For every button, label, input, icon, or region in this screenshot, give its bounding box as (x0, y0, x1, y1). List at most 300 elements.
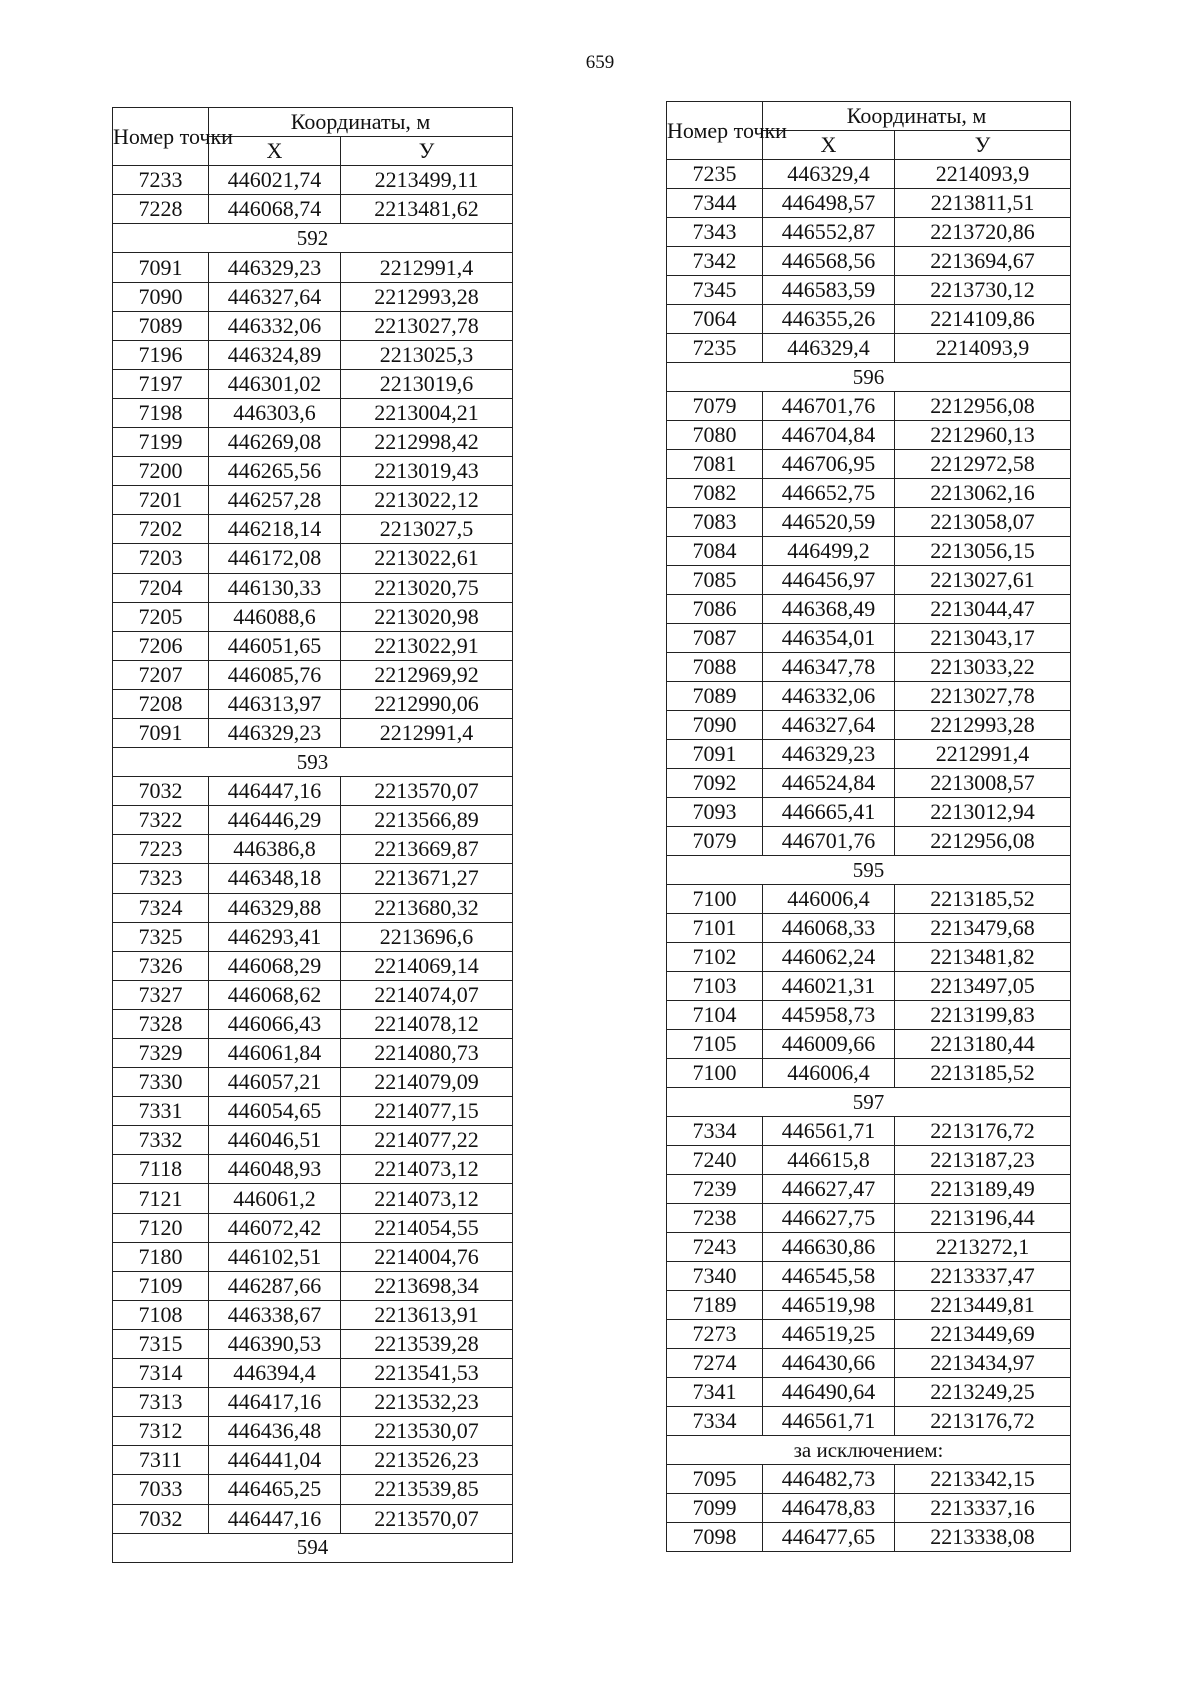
table-row (667, 740, 1071, 769)
point-number-cell: 7108 (113, 1300, 209, 1329)
point-number-cell: 7342 (667, 247, 763, 276)
y-coordinate-cell: 2214093,9 (895, 160, 1071, 189)
table-row (667, 537, 1071, 566)
y-coordinate-cell: 2213176,72 (895, 1117, 1071, 1146)
table-row (667, 1320, 1071, 1349)
x-coordinate-cell: 446354,01 (763, 624, 895, 653)
header-x: X (209, 137, 341, 166)
y-coordinate-cell: 2213680,32 (341, 893, 513, 922)
point-number-cell: 7332 (113, 1126, 209, 1155)
x-coordinate-cell: 446130,33 (209, 573, 341, 602)
point-number-cell: 7205 (113, 602, 209, 631)
y-coordinate-cell: 2213022,91 (341, 631, 513, 660)
table-row (667, 1204, 1071, 1233)
y-coordinate-cell: 2213020,98 (341, 602, 513, 631)
y-coordinate-cell: 2213338,08 (895, 1523, 1071, 1552)
point-number-cell: 7322 (113, 806, 209, 835)
x-coordinate-cell: 446327,64 (763, 711, 895, 740)
table-row (667, 624, 1071, 653)
x-coordinate-cell: 446583,59 (763, 276, 895, 305)
y-coordinate-cell: 2213004,21 (341, 398, 513, 427)
section-label: за исключением: (667, 1436, 1071, 1465)
table-row (667, 798, 1071, 827)
x-coordinate-cell: 446386,8 (209, 835, 341, 864)
table-row (113, 369, 513, 398)
table-row (113, 1155, 513, 1184)
y-coordinate-cell: 2213019,43 (341, 457, 513, 486)
table-row (667, 218, 1071, 247)
x-coordinate-cell: 446615,8 (763, 1146, 895, 1175)
table-body-right (667, 160, 1071, 1552)
section-label: 595 (667, 856, 1071, 885)
page-number: 659 (585, 52, 615, 73)
table-row (667, 1378, 1071, 1407)
table-body-left (113, 166, 513, 1563)
x-coordinate-cell: 446329,88 (209, 893, 341, 922)
table-row (667, 160, 1071, 189)
point-number-cell: 7243 (667, 1233, 763, 1262)
point-number-cell: 7100 (667, 885, 763, 914)
point-number-cell: 7081 (667, 450, 763, 479)
table-row (113, 428, 513, 457)
y-coordinate-cell: 2213539,85 (341, 1475, 513, 1504)
y-coordinate-cell: 2214054,55 (341, 1213, 513, 1242)
x-coordinate-cell: 446347,78 (763, 653, 895, 682)
y-coordinate-cell: 2213342,15 (895, 1465, 1071, 1494)
table-row (667, 1030, 1071, 1059)
point-number-cell: 7208 (113, 689, 209, 718)
section-header-row (667, 856, 1071, 885)
table-row (667, 769, 1071, 798)
y-coordinate-cell: 2213058,07 (895, 508, 1071, 537)
table-row (113, 1126, 513, 1155)
y-coordinate-cell: 2213027,78 (341, 311, 513, 340)
x-coordinate-cell: 446482,73 (763, 1465, 895, 1494)
x-coordinate-cell: 446021,74 (209, 166, 341, 195)
coordinates-table-right (666, 101, 1071, 1552)
y-coordinate-cell: 2212956,08 (895, 392, 1071, 421)
point-number-cell: 7228 (113, 195, 209, 224)
table-row (667, 653, 1071, 682)
table-row (113, 1009, 513, 1038)
point-number-cell: 7087 (667, 624, 763, 653)
section-header-row (667, 363, 1071, 392)
x-coordinate-cell: 446627,75 (763, 1204, 895, 1233)
table-row (113, 777, 513, 806)
section-header-row (667, 1088, 1071, 1117)
y-coordinate-cell: 2214069,14 (341, 951, 513, 980)
x-coordinate-cell: 446499,2 (763, 537, 895, 566)
table-row (113, 980, 513, 1009)
y-coordinate-cell: 2213337,16 (895, 1494, 1071, 1523)
point-number-cell: 7089 (113, 311, 209, 340)
table-row (113, 835, 513, 864)
table-row (667, 1233, 1071, 1262)
section-header-row (113, 224, 513, 253)
x-coordinate-cell: 446061,2 (209, 1184, 341, 1213)
x-coordinate-cell: 446068,74 (209, 195, 341, 224)
x-coordinate-cell: 446417,16 (209, 1388, 341, 1417)
table-row (113, 1271, 513, 1300)
table-row (113, 1475, 513, 1504)
point-number-cell: 7330 (113, 1068, 209, 1097)
point-number-cell: 7314 (113, 1359, 209, 1388)
x-coordinate-cell: 446348,18 (209, 864, 341, 893)
x-coordinate-cell: 446303,6 (209, 398, 341, 427)
y-coordinate-cell: 2214074,07 (341, 980, 513, 1009)
point-number-cell: 7203 (113, 544, 209, 573)
x-coordinate-cell: 446088,6 (209, 602, 341, 631)
point-number-cell: 7313 (113, 1388, 209, 1417)
point-number-cell: 7033 (113, 1475, 209, 1504)
y-coordinate-cell: 2213694,67 (895, 247, 1071, 276)
point-number-cell: 7084 (667, 537, 763, 566)
point-number-cell: 7325 (113, 922, 209, 951)
point-number-cell: 7180 (113, 1242, 209, 1271)
y-coordinate-cell: 2213185,52 (895, 885, 1071, 914)
x-coordinate-cell: 446061,84 (209, 1039, 341, 1068)
point-number-cell: 7032 (113, 777, 209, 806)
x-coordinate-cell: 446520,59 (763, 508, 895, 537)
y-coordinate-cell: 2212993,28 (341, 282, 513, 311)
x-coordinate-cell: 446490,64 (763, 1378, 895, 1407)
y-coordinate-cell: 2213027,5 (341, 515, 513, 544)
point-number-cell: 7329 (113, 1039, 209, 1068)
point-number-cell: 7238 (667, 1204, 763, 1233)
table-row (667, 1465, 1071, 1494)
y-coordinate-cell: 2213481,62 (341, 195, 513, 224)
point-number-cell: 7091 (667, 740, 763, 769)
table-row (113, 457, 513, 486)
table-row (667, 479, 1071, 508)
header-point-number: Номер точки (667, 102, 763, 160)
x-coordinate-cell: 446287,66 (209, 1271, 341, 1300)
y-coordinate-cell: 2213479,68 (895, 914, 1071, 943)
point-number-cell: 7323 (113, 864, 209, 893)
x-coordinate-cell: 446701,76 (763, 392, 895, 421)
table-row (667, 827, 1071, 856)
x-coordinate-cell: 446051,65 (209, 631, 341, 660)
table-row (113, 195, 513, 224)
point-number-cell: 7223 (113, 835, 209, 864)
point-number-cell: 7086 (667, 595, 763, 624)
y-coordinate-cell: 2213056,15 (895, 537, 1071, 566)
x-coordinate-cell: 446627,47 (763, 1175, 895, 1204)
point-number-cell: 7334 (667, 1407, 763, 1436)
y-coordinate-cell: 2212991,4 (341, 718, 513, 747)
y-coordinate-cell: 2213811,51 (895, 189, 1071, 218)
x-coordinate-cell: 446046,51 (209, 1126, 341, 1155)
point-number-cell: 7079 (667, 392, 763, 421)
table-row (667, 1262, 1071, 1291)
point-number-cell: 7118 (113, 1155, 209, 1184)
point-number-cell: 7326 (113, 951, 209, 980)
y-coordinate-cell: 2213022,61 (341, 544, 513, 573)
y-coordinate-cell: 2213189,49 (895, 1175, 1071, 1204)
point-number-cell: 7099 (667, 1494, 763, 1523)
y-coordinate-cell: 2214073,12 (341, 1155, 513, 1184)
x-coordinate-cell: 446498,57 (763, 189, 895, 218)
y-coordinate-cell: 2213027,61 (895, 566, 1071, 595)
table-row (113, 718, 513, 747)
table-row (667, 1291, 1071, 1320)
y-coordinate-cell: 2213272,1 (895, 1233, 1071, 1262)
y-coordinate-cell: 2213020,75 (341, 573, 513, 602)
x-coordinate-cell: 446477,65 (763, 1523, 895, 1552)
table-row (113, 689, 513, 718)
x-coordinate-cell: 446068,33 (763, 914, 895, 943)
y-coordinate-cell: 2213187,23 (895, 1146, 1071, 1175)
point-number-cell: 7093 (667, 798, 763, 827)
y-coordinate-cell: 2213008,57 (895, 769, 1071, 798)
x-coordinate-cell: 446561,71 (763, 1407, 895, 1436)
table-row (113, 166, 513, 195)
x-coordinate-cell: 446218,14 (209, 515, 341, 544)
x-coordinate-cell: 446021,31 (763, 972, 895, 1001)
point-number-cell: 7240 (667, 1146, 763, 1175)
point-number-cell: 7085 (667, 566, 763, 595)
table-row (667, 566, 1071, 595)
point-number-cell: 7101 (667, 914, 763, 943)
table-row (113, 282, 513, 311)
table-row (667, 1001, 1071, 1030)
x-coordinate-cell: 446652,75 (763, 479, 895, 508)
x-coordinate-cell: 446329,23 (209, 718, 341, 747)
y-coordinate-cell: 2212972,58 (895, 450, 1071, 479)
table-row (113, 544, 513, 573)
point-number-cell: 7102 (667, 943, 763, 972)
point-number-cell: 7120 (113, 1213, 209, 1242)
x-coordinate-cell: 446478,83 (763, 1494, 895, 1523)
y-coordinate-cell: 2213012,94 (895, 798, 1071, 827)
x-coordinate-cell: 446269,08 (209, 428, 341, 457)
y-coordinate-cell: 2214077,15 (341, 1097, 513, 1126)
point-number-cell: 7274 (667, 1349, 763, 1378)
x-coordinate-cell: 446009,66 (763, 1030, 895, 1059)
point-number-cell: 7082 (667, 479, 763, 508)
y-coordinate-cell: 2212990,06 (341, 689, 513, 718)
table-row (667, 334, 1071, 363)
x-coordinate-cell: 446332,06 (209, 311, 341, 340)
y-coordinate-cell: 2213199,83 (895, 1001, 1071, 1030)
point-number-cell: 7334 (667, 1117, 763, 1146)
x-coordinate-cell: 446447,16 (209, 1504, 341, 1533)
point-number-cell: 7344 (667, 189, 763, 218)
x-coordinate-cell: 446057,21 (209, 1068, 341, 1097)
point-number-cell: 7331 (113, 1097, 209, 1126)
point-number-cell: 7109 (113, 1271, 209, 1300)
point-number-cell: 7079 (667, 827, 763, 856)
point-number-cell: 7207 (113, 660, 209, 689)
table-row (113, 1039, 513, 1068)
x-coordinate-cell: 446102,51 (209, 1242, 341, 1271)
y-coordinate-cell: 2213196,44 (895, 1204, 1071, 1233)
x-coordinate-cell: 446066,43 (209, 1009, 341, 1038)
x-coordinate-cell: 446006,4 (763, 885, 895, 914)
point-number-cell: 7312 (113, 1417, 209, 1446)
table-row (113, 1504, 513, 1533)
table-row (113, 486, 513, 515)
point-number-cell: 7235 (667, 334, 763, 363)
table-row (113, 1359, 513, 1388)
x-coordinate-cell: 445958,73 (763, 1001, 895, 1030)
table-row (667, 1146, 1071, 1175)
y-coordinate-cell: 2213669,87 (341, 835, 513, 864)
section-header-row (667, 1436, 1071, 1465)
point-number-cell: 7235 (667, 160, 763, 189)
y-coordinate-cell: 2212969,92 (341, 660, 513, 689)
y-coordinate-cell: 2213499,11 (341, 166, 513, 195)
y-coordinate-cell: 2214080,73 (341, 1039, 513, 1068)
section-header-row (113, 748, 513, 777)
x-coordinate-cell: 446704,84 (763, 421, 895, 450)
x-coordinate-cell: 446048,93 (209, 1155, 341, 1184)
y-coordinate-cell: 2212956,08 (895, 827, 1071, 856)
table-row (667, 450, 1071, 479)
x-coordinate-cell: 446630,86 (763, 1233, 895, 1262)
point-number-cell: 7233 (113, 166, 209, 195)
x-coordinate-cell: 446257,28 (209, 486, 341, 515)
section-label: 594 (113, 1533, 513, 1562)
x-coordinate-cell: 446706,95 (763, 450, 895, 479)
table-row (667, 305, 1071, 334)
header-coordinates: Координаты, м (209, 108, 513, 137)
coordinates-table-left (112, 107, 513, 1563)
table-row (113, 1213, 513, 1242)
point-number-cell: 7098 (667, 1523, 763, 1552)
table-row (667, 276, 1071, 305)
table-row (113, 893, 513, 922)
point-number-cell: 7341 (667, 1378, 763, 1407)
y-coordinate-cell: 2213570,07 (341, 1504, 513, 1533)
y-coordinate-cell: 2213180,44 (895, 1030, 1071, 1059)
x-coordinate-cell: 446441,04 (209, 1446, 341, 1475)
section-label: 596 (667, 363, 1071, 392)
y-coordinate-cell: 2213185,52 (895, 1059, 1071, 1088)
x-coordinate-cell: 446524,84 (763, 769, 895, 798)
y-coordinate-cell: 2212991,4 (895, 740, 1071, 769)
y-coordinate-cell: 2212960,13 (895, 421, 1071, 450)
table-row (113, 1184, 513, 1213)
table-row (667, 972, 1071, 1001)
x-coordinate-cell: 446172,08 (209, 544, 341, 573)
y-coordinate-cell: 2213541,53 (341, 1359, 513, 1388)
y-coordinate-cell: 2214079,09 (341, 1068, 513, 1097)
table-row (113, 340, 513, 369)
point-number-cell: 7345 (667, 276, 763, 305)
y-coordinate-cell: 2214077,22 (341, 1126, 513, 1155)
table-row (667, 392, 1071, 421)
table-row (667, 595, 1071, 624)
x-coordinate-cell: 446329,23 (209, 253, 341, 282)
y-coordinate-cell: 2213449,81 (895, 1291, 1071, 1320)
point-number-cell: 7198 (113, 398, 209, 427)
x-coordinate-cell: 446293,41 (209, 922, 341, 951)
table-row (113, 1242, 513, 1271)
table-row (113, 311, 513, 340)
point-number-cell: 7121 (113, 1184, 209, 1213)
table-row (113, 631, 513, 660)
y-coordinate-cell: 2214004,76 (341, 1242, 513, 1271)
x-coordinate-cell: 446338,67 (209, 1300, 341, 1329)
y-coordinate-cell: 2212993,28 (895, 711, 1071, 740)
x-coordinate-cell: 446062,24 (763, 943, 895, 972)
point-number-cell: 7032 (113, 1504, 209, 1533)
y-coordinate-cell: 2213062,16 (895, 479, 1071, 508)
table-row (667, 1407, 1071, 1436)
y-coordinate-cell: 2213613,91 (341, 1300, 513, 1329)
x-coordinate-cell: 446545,58 (763, 1262, 895, 1291)
point-number-cell: 7105 (667, 1030, 763, 1059)
table-row (667, 1175, 1071, 1204)
header-coordinates: Координаты, м (763, 102, 1071, 131)
x-coordinate-cell: 446552,87 (763, 218, 895, 247)
point-number-cell: 7100 (667, 1059, 763, 1088)
x-coordinate-cell: 446368,49 (763, 595, 895, 624)
point-number-cell: 7091 (113, 718, 209, 747)
y-coordinate-cell: 2213027,78 (895, 682, 1071, 711)
table-row (667, 1523, 1071, 1552)
header-point-number: Номер точки (113, 108, 209, 166)
x-coordinate-cell: 446456,97 (763, 566, 895, 595)
x-coordinate-cell: 446394,4 (209, 1359, 341, 1388)
x-coordinate-cell: 446701,76 (763, 827, 895, 856)
x-coordinate-cell: 446054,65 (209, 1097, 341, 1126)
x-coordinate-cell: 446072,42 (209, 1213, 341, 1242)
point-number-cell: 7196 (113, 340, 209, 369)
point-number-cell: 7080 (667, 421, 763, 450)
table-row (667, 508, 1071, 537)
point-number-cell: 7064 (667, 305, 763, 334)
x-coordinate-cell: 446665,41 (763, 798, 895, 827)
point-number-cell: 7200 (113, 457, 209, 486)
x-coordinate-cell: 446068,62 (209, 980, 341, 1009)
table-row (113, 1388, 513, 1417)
table-row (113, 1329, 513, 1358)
point-number-cell: 7343 (667, 218, 763, 247)
point-number-cell: 7199 (113, 428, 209, 457)
x-coordinate-cell: 446006,4 (763, 1059, 895, 1088)
header-y: У (341, 137, 513, 166)
y-coordinate-cell: 2213497,05 (895, 972, 1071, 1001)
y-coordinate-cell: 2214093,9 (895, 334, 1071, 363)
table-row (667, 189, 1071, 218)
table-row (667, 885, 1071, 914)
point-number-cell: 7239 (667, 1175, 763, 1204)
table-row (113, 864, 513, 893)
point-number-cell: 7089 (667, 682, 763, 711)
section-header-row (113, 1533, 513, 1562)
y-coordinate-cell: 2213481,82 (895, 943, 1071, 972)
y-coordinate-cell: 2213696,6 (341, 922, 513, 951)
y-coordinate-cell: 2212991,4 (341, 253, 513, 282)
section-label: 592 (113, 224, 513, 253)
table-row (113, 1300, 513, 1329)
y-coordinate-cell: 2213698,34 (341, 1271, 513, 1300)
point-number-cell: 7340 (667, 1262, 763, 1291)
table-row (113, 1417, 513, 1446)
x-coordinate-cell: 446332,06 (763, 682, 895, 711)
x-coordinate-cell: 446355,26 (763, 305, 895, 334)
x-coordinate-cell: 446390,53 (209, 1329, 341, 1358)
x-coordinate-cell: 446329,4 (763, 160, 895, 189)
point-number-cell: 7327 (113, 980, 209, 1009)
point-number-cell: 7189 (667, 1291, 763, 1320)
x-coordinate-cell: 446329,4 (763, 334, 895, 363)
x-coordinate-cell: 446519,98 (763, 1291, 895, 1320)
x-coordinate-cell: 446561,71 (763, 1117, 895, 1146)
y-coordinate-cell: 2213720,86 (895, 218, 1071, 247)
